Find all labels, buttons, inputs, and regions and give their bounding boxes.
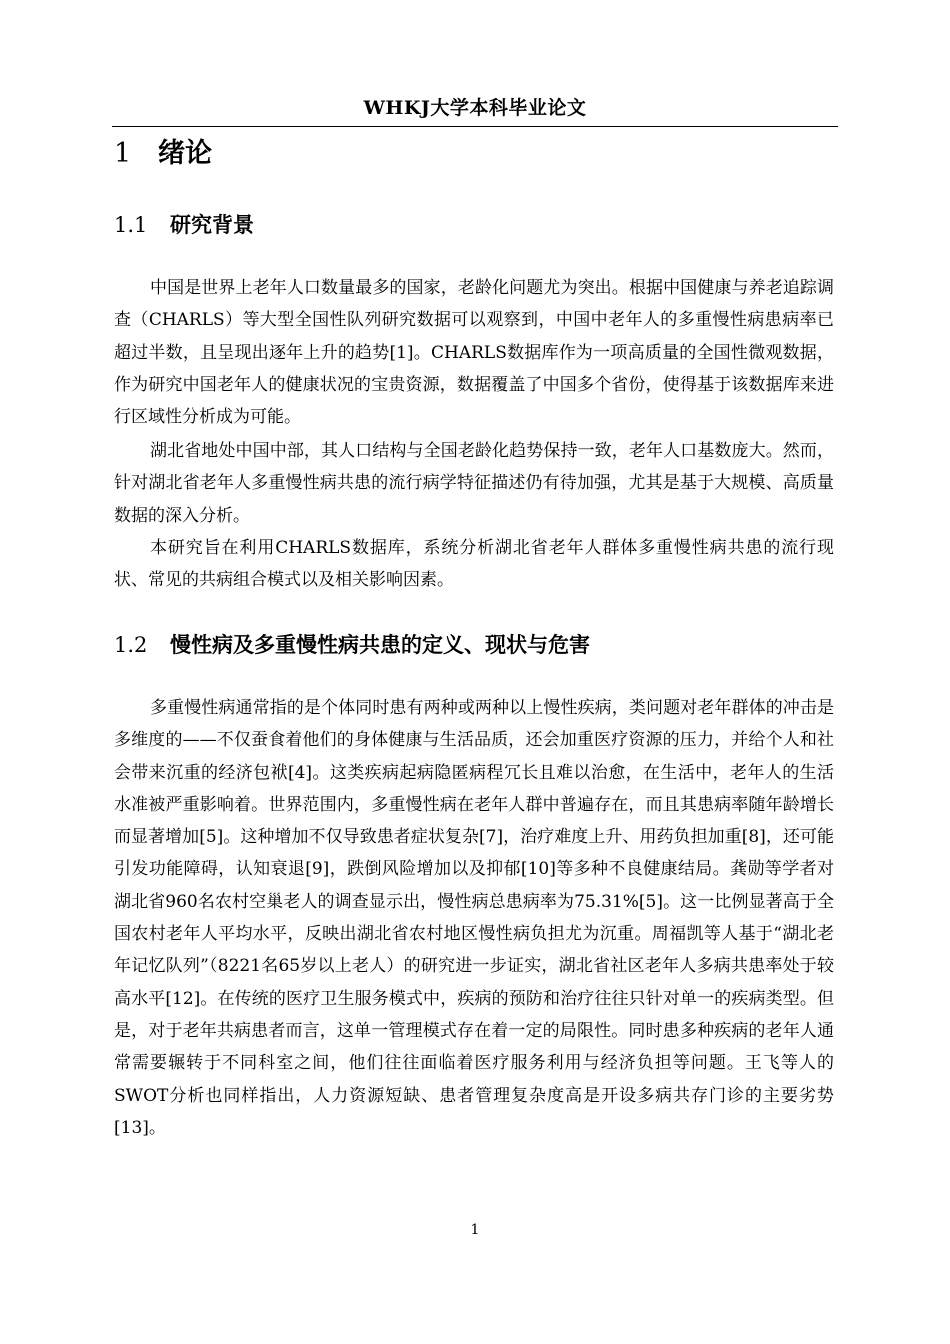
paragraph: 中国是世界上老年人口数量最多的国家，老龄化问题尤为突出。根据中国健康与养老追踪调查（CHARLS）等大型全国性队列研究数据可以观察到，中国中老年人的多重慢性病患病率已超过半数，且呈现出逐年上升的趋势[1]。CHARLS数据库作为一项高质量的全国性微观数据，作为研究中国老年人的健康状况的宝贵资源，数据覆盖了中国多个省份，使得基于该数据库来进行区域性分析成为可能。 [114, 278, 834, 428]
section-number: 1.2 [114, 633, 148, 657]
section-heading-1-1 [114, 209, 254, 241]
paragraph: 多重慢性病通常指的是个体同时患有两种或两种以上慢性疾病，类问题对老年群体的冲击是多维度的——不仅蚕食着他们的身体健康与生活品质，还会加重医疗资源的压力，并给个人和社会带来沉重的经济包袱[4]。这类疾病起病隐匿病程冗长且难以治愈，在生活中，老年人的生活水准被严重影响着。世界范围内，多重慢性病在老年人群中普遍存在，而且其患病率随年龄增长而显著增加[5]。这种增加不仅导致患者症状复杂[7]，治疗难度上升、用药负担加重[8]，还可能引发功能障碍，认知衰退[9]，跌倒风险增加以及抑郁[10]等多种不良健康结局。龚勋等学者对湖北省960名农村空巢老人的调查显示出，慢性病总患病率为75.31%[5]。这一比例显著高于全国农村老年人平均水平，反映出湖北省农村地区慢性病负担尤为沉重。周福凯等人基于“湖北老年记忆队列”（8221名65岁以上老人）的研究进一步证实，湖北省社区老年人多病共患率处于较高水平[12]。在传统的医疗卫生服务模式中，疾病的预防和治疗往往只针对单一的疾病类型。但是，对于老年共病患者而言，这单一管理模式存在着一定的局限性。同时患多种疾病的老年人通常需要辗转于不同科室之间，他们往往面临着医疗服务利用与经济负担等问题。王飞等人的SWOT分析也同样指出，人力资源短缺、患者管理复杂度高是开设多病共存门诊的主要劣势[13]。 [114, 698, 834, 1138]
chapter-title-text: 绪论 [158, 138, 212, 169]
section-number: 1.1 [114, 213, 148, 237]
chapter-number: 1 [114, 138, 132, 169]
paragraph: 湖北省地处中国中部，其人口结构与全国老龄化趋势保持一致，老年人口基数庞大。然而，针对湖北省老年人多重慢性病共患的流行病学特征描述仍有待加强，尤其是基于大规模、高质量数据的深入分析。 [114, 441, 834, 526]
section-title-text: 慢性病及多重慢性病共患的定义、现状与危害 [170, 632, 590, 657]
chapter-title [114, 134, 212, 174]
paragraph: 本研究旨在利用CHARLS数据库，系统分析湖北省老年人群体多重慢性病共患的流行现状、常见的共病组合模式以及相关影响因素。 [114, 538, 834, 591]
section-title-text: 研究背景 [170, 212, 254, 237]
header-divider [112, 126, 838, 127]
page-number: 1 [470, 1222, 480, 1238]
section-heading-1-2 [114, 629, 590, 661]
running-header: WHKJ大学本科毕业论文 [363, 97, 587, 119]
